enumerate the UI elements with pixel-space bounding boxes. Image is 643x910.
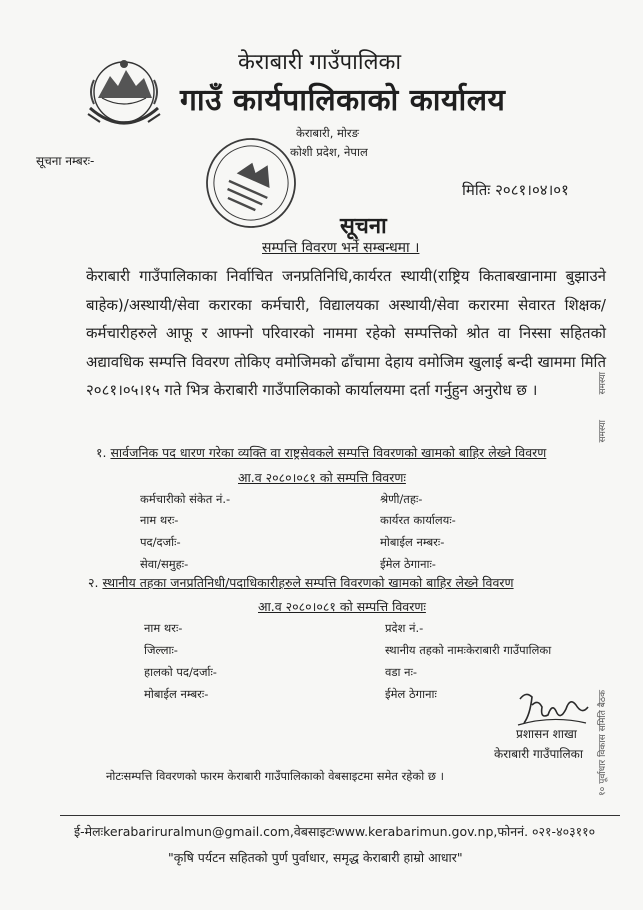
- footer-divider: [60, 815, 620, 816]
- field-label: नाम थरः-: [140, 513, 179, 527]
- page-title: सूचना: [340, 214, 387, 239]
- section-2-title: स्थानीय तहका जनप्रतिनिधी/पदाधिकारीहरुले सम्पत्ति विवरणको खामको बाहिर लेख्ने विवरण: [102, 575, 514, 590]
- section-1-subheading: आ.व २०८०।०८१ को सम्पत्ति विवरणः: [238, 470, 406, 485]
- field-label: सेवा/समुहः-: [140, 557, 189, 571]
- field-label: पद/दर्जाः-: [140, 535, 181, 549]
- footer-slogan: "कृषि पर्यटन सहितको पुर्ण पुर्वाधार, समृद्ध केराबारी हाम्रो आधार": [168, 850, 463, 865]
- address-district: केराबारी, मोरङ: [296, 126, 359, 140]
- signature-icon: [512, 685, 592, 727]
- signatory-org: केराबारी गाउँपालिका: [494, 747, 583, 761]
- section-1-number: १.: [96, 445, 107, 460]
- field-label: नाम थरः-: [144, 621, 183, 635]
- notice-body: केराबारी गाउँपालिकाका निर्वाचित जनप्रतिनिधि,कार्यरत स्थायी(राष्ट्रिय किताबखानामा बुझाउने बाहेक)/अस्थायी/सेवा करारका कर्मचारी, विद्यालयका अस्थायी/सेवा करारमा सेवारत शिक्षक/कर्मचारीहरुले आफू र आफ्नो परिवारको नाममा रहेको सम्पत्तिको श्रोत वा निस्सा सहितको अद्यावधिक सम्पत्ति विवरण तोकिए वमोजिमको ढाँचामा देहाय वमोजिम खुलाई बन्दी खाममा मिति २०८१।०५।१५ गते भित्र केराबारी गाउँपालिकाको कार्यालयमा दर्ता गर्नुहुन अनुरोध छ ।: [86, 267, 606, 399]
- field-label: कर्मचारीको संकेत नं.-: [140, 492, 231, 506]
- section-2-number: २.: [88, 575, 99, 590]
- notice-subject: सम्पत्ति विवरण भर्ने सम्बन्धमा ।: [262, 240, 420, 256]
- margin-mark: समस्या: [598, 420, 608, 443]
- section-2-heading: [88, 574, 514, 591]
- signatory-office: प्रशासन शाखा: [516, 727, 577, 741]
- field-label: ईमेल ठेगानाः-: [380, 557, 436, 571]
- field-label: श्रेणी/तहः-: [380, 492, 423, 506]
- section-1-title: सार्वजनिक पद धारण गरेका व्यक्ति वा राष्ट्रसेवकले सम्पत्ति विवरणको खामको बाहिर लेख्ने विवरण: [110, 445, 547, 460]
- field-label: जिल्लाः-: [144, 643, 178, 657]
- org-name: केराबारी गाउँपालिका: [238, 50, 402, 75]
- field-label: वडा नः-: [385, 665, 418, 679]
- office-name: गाउँ कार्यपालिकाको कार्यालय: [180, 83, 506, 118]
- address-province: कोशी प्रदेश, नेपाल: [290, 145, 368, 159]
- office-stamp-icon: [196, 128, 306, 238]
- section-1-heading: [96, 444, 546, 461]
- note-text: नोटःसम्पत्ति विवरणको फारम केराबारी गाउँपालिकाको वेबसाइटमा समेत रहेको छ ।: [106, 769, 444, 783]
- margin-mark: समस्या: [598, 372, 608, 395]
- section-2-subheading: आ.व २०८०।०८१ को सम्पत्ति विवरणः: [258, 599, 426, 614]
- field-label: मोबाईल नम्बरः-: [144, 687, 209, 701]
- margin-mark: १० पूर्वाधार विकास समिति बैठक: [598, 690, 608, 796]
- notice-number-label: सूचना नम्बरः-: [36, 154, 95, 168]
- field-label: स्थानीय तहको नामःकेराबारी गाउँपालिका: [385, 643, 552, 657]
- field-label: मोबाईल नम्बरः-: [380, 535, 445, 549]
- nepal-emblem-icon: [80, 52, 168, 138]
- field-label: ईमेल ठेगानाः: [385, 687, 437, 701]
- field-label: हालको पद/दर्जाः-: [144, 665, 217, 679]
- notice-date: मितिः २०८१।०४।०१: [462, 181, 569, 199]
- field-label: कार्यरत कार्यालयः-: [380, 513, 456, 527]
- field-label: प्रदेश नं.-: [385, 621, 424, 635]
- footer-contact: ई-मेलःkerabariruralmun@gmail.com,वेबसाइटःwww.kerabarimun.gov.np,फोननं. ०२१-४०३११०: [74, 824, 596, 839]
